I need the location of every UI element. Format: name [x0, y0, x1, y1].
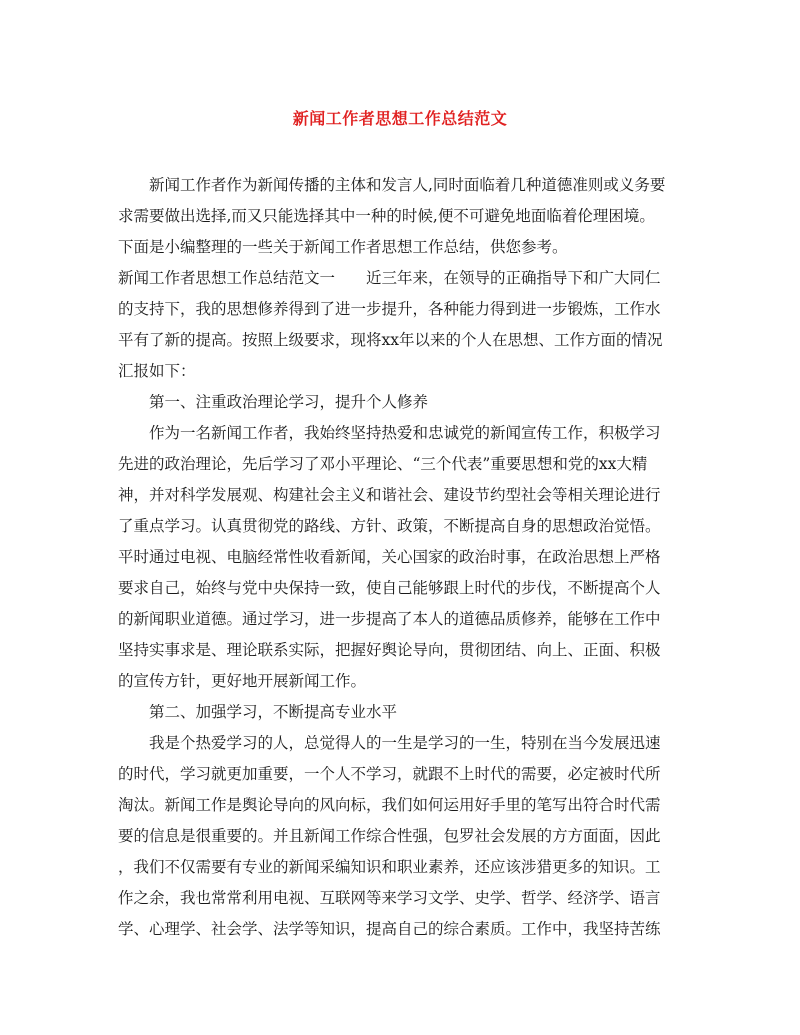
text-line: ，我们不仅需要有专业的新闻采编知识和职业素养，还应该涉猎更多的知识。工 [118, 858, 661, 876]
text-line: 作之余，我也常常利用电视、互联网等来学习文学、史学、哲学、经济学、语言 [118, 889, 661, 907]
text-line: 淘汰。新闻工作是舆论导向的风向标，我们如何运用好手里的笔写出符合时代需 [118, 796, 661, 814]
text-line: 第一、注重政治理论学习，提升个人修养 [149, 393, 429, 411]
document-body [118, 170, 686, 945]
text-line: 了重点学习。认真贯彻党的路线、方针、政策，不断提高自身的思想政治觉悟。 [118, 517, 661, 535]
text-line: 学、心理学、社会学、法学等知识，提高自己的综合素质。工作中，我坚持苦练 [118, 920, 661, 938]
text-line: 先进的政治理论，先后学习了邓小平理论、“三个代表”重要思想和党的xx大精 [118, 455, 648, 473]
text-line: 要的信息是很重要的。并且新闻工作综合性强，包罗社会发展的方方面面，因此 [118, 827, 661, 845]
document-title: 新闻工作者思想工作总结范文 [292, 109, 508, 128]
text-line: 平时通过电视、电脑经常性收看新闻，关心国家的政治时事，在政治思想上严格 [118, 548, 661, 566]
text-line: 的新闻职业道德。通过学习，进一步提高了本人的道德品质修养，能够在工作中 [118, 610, 661, 628]
text-line: 第二、加强学习，不断提高专业水平 [149, 703, 398, 721]
text-line: 新闻工作者作为新闻传播的主体和发言人,同时面临着几种道德准则或义务要 [149, 176, 666, 194]
text-line: 坚持实事求是、理论联系实际，把握好舆论导向，贯彻团结、向上、正面、积极 [118, 641, 661, 659]
text-line: 作为一名新闻工作者，我始终坚持热爱和忠诚党的新闻宣传工作，积极学习 [149, 424, 661, 442]
text-line: 的宣传方针，更好地开展新闻工作。 [118, 672, 367, 690]
text-line: 神，并对科学发展观、构建社会主义和谐社会、建设节约型社会等相关理论进行 [118, 486, 661, 504]
text-line: 我是个热爱学习的人，总觉得人的一生是学习的一生，特别在当今发展迅速 [149, 734, 661, 752]
text-line: 要求自己，始终与党中央保持一致，使自己能够跟上时代的步伐，不断提高个人 [118, 579, 661, 597]
text-line: 求需要做出选择,而又只能选择其中一种的时候,便不可避免地面临着伦理困境。 [118, 207, 655, 225]
text-line: 汇报如下： [118, 362, 196, 380]
text-line: 平有了新的提高。按照上级要求，现将xx年以来的个人在思想、工作方面的情况 [118, 331, 663, 349]
text-line: 下面是小编整理的一些关于新闻工作者思想工作总结，供您参考。 [118, 238, 568, 256]
text-line: 的时代，学习就更加重要，一个人不学习，就跟不上时代的需要，必定被时代所 [118, 765, 661, 783]
text-line: 新闻工作者思想工作总结范文一 近三年来，在领导的正确指导下和广大同仁 [118, 269, 661, 287]
text-line: 的支持下，我的思想修养得到了进一步提升，各种能力得到进一步锻炼，工作水 [118, 300, 661, 318]
